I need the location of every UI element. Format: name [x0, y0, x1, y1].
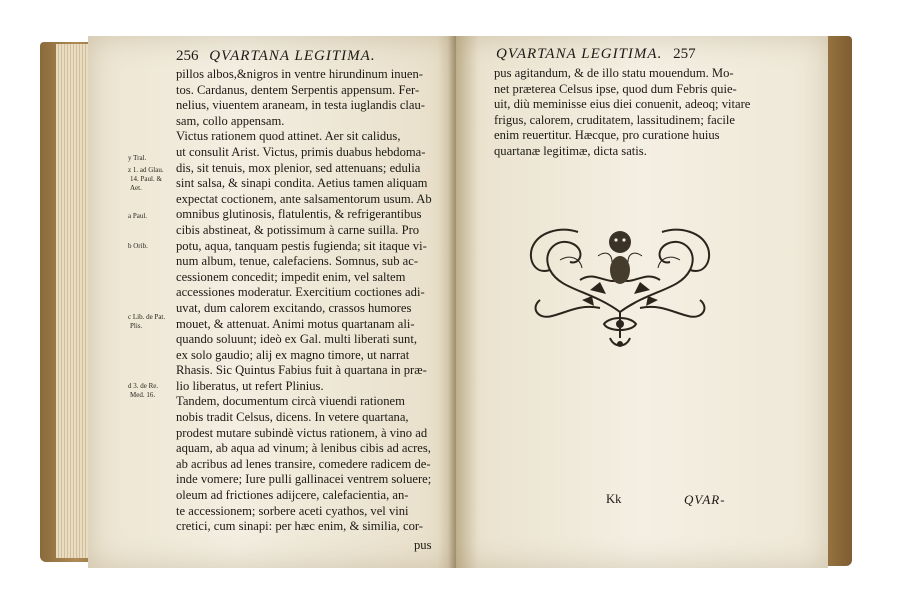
- marginal-note: c Lib. de Pat.: [128, 313, 166, 321]
- text-line: ut consulit Arist. Victus, primis duabus hebdoma-: [176, 144, 426, 159]
- text-line: cretici, cum sinapi: per hæc enim, & similia, cor-: [176, 519, 424, 534]
- signature-mark: Kk: [606, 492, 622, 506]
- text-line: aquam, ab aqua ad vinum; à lenibus cibis ad acres,: [176, 441, 431, 456]
- marginal-note: y Tral.: [128, 154, 147, 162]
- text-line: inde vomere; Iure pulli gallinacei ventrem soluere;: [176, 472, 432, 487]
- text-line: accessiones moderatur. Exercitium coctiones adi-: [176, 285, 425, 300]
- text-line: expectat coctionem, ante salsamentorum usum. Ab: [176, 191, 432, 206]
- text-line: Victus rationem quod attinet. Aer sit calidus,: [176, 129, 401, 144]
- text-line: uvat, dum calorem excitando, crassos humores: [176, 300, 412, 315]
- text-line: pillos albos,&nigros in ventre hirundinum inuen-: [176, 67, 423, 81]
- marginal-note: Aet.: [130, 184, 142, 192]
- left-body-text: [176, 67, 432, 535]
- text-line: Tandem, documentum circà viuendi rationem: [176, 394, 405, 409]
- text-line: mouet, & attenuat. Animi motus quartanam ali-: [176, 316, 415, 331]
- marginal-note: b Orib.: [128, 242, 148, 250]
- text-line: num album, tenue, calefaciens. Somnus, sub ac-: [176, 254, 419, 269]
- marginal-note: d 3. de Re.: [128, 382, 159, 390]
- text-line: dis, sit tenuis, mox plenior, sed attenuans; edulia: [176, 160, 421, 175]
- right-folio: 257: [673, 46, 696, 62]
- text-line: net præterea Celsus ipse, quod dum Febris quie-: [494, 81, 737, 96]
- left-folio: 256: [176, 48, 199, 64]
- text-line: nelius, viuentem araneam, in testa iuglandis clau-: [176, 98, 425, 113]
- text-line: Rhasis. Sic Quintus Fabius fuit à quartana in præ-: [176, 363, 427, 378]
- text-line: omnibus glutinosis, flatulentis, & refrigerantibus: [176, 207, 422, 222]
- text-line: cibis abstineat, & potissimum à carne suilla. Pro: [176, 222, 420, 237]
- text-line: enim reuertitur. Hæcque, pro curatione huius: [494, 128, 720, 143]
- marginal-note: Med. 16.: [130, 391, 156, 399]
- text-line: tos. Cardanus, dentem Serpentis appensum. Fer-: [176, 82, 420, 97]
- woodcut-tailpiece-ornament: [520, 220, 720, 356]
- left-page: [88, 36, 456, 568]
- text-line: uit, diù meminisse eius diei conuenit, adeoq; vitare: [494, 97, 751, 112]
- right-catchword: QVAR-: [684, 492, 726, 507]
- open-book: [40, 30, 852, 578]
- left-head-title: QVARTANA LEGITIMA.: [209, 48, 376, 64]
- text-line: cessionem concedit; impedit enim, vel saltem: [176, 269, 406, 284]
- text-line: prodest mutare subindè victus rationem, à vino ad: [176, 425, 428, 440]
- text-line: quando soluunt; ideò ex Gal. multi liberati sunt,: [176, 332, 417, 347]
- text-line: ab acribus ad lenes transire, comedere radicem de-: [176, 456, 431, 471]
- text-line: sam, collo appensam.: [176, 113, 285, 128]
- left-catchword: pus: [414, 538, 432, 552]
- marginal-note: 14. Paul. &: [130, 175, 162, 183]
- right-running-head: [496, 46, 702, 63]
- text-line: frigus, calorem, cruditatem, lassitudinem; facile: [494, 112, 735, 127]
- text-line: sint salsa, & sinapi condita. Aetius tamen aliquam: [176, 176, 428, 191]
- right-body-text: [494, 66, 750, 160]
- text-line: quartanæ legitimæ, dicta satis.: [494, 143, 647, 158]
- text-line: potu, aqua, tanquam pestis fugienda; sit itaque vi-: [176, 238, 427, 253]
- text-line: lio liberatus, ut refert Plinius.: [176, 378, 324, 393]
- right-head-title: QVARTANA LEGITIMA.: [496, 46, 663, 62]
- text-line: oleum ad frictiones adijcere, calefacientia, an-: [176, 488, 409, 503]
- text-line: nobis tradit Celsus, dicens. In vetere quartana,: [176, 410, 409, 425]
- marginal-note: z 1. ad Glau.: [128, 166, 164, 174]
- text-line: pus agitandum, & de illo statu mouendum. Mo-: [494, 66, 734, 80]
- marginal-note: Plis.: [130, 322, 143, 330]
- text-line: ex solo gaudio; alij ex magno timore, ut narrat: [176, 347, 410, 362]
- left-running-head: [170, 48, 376, 65]
- marginal-note: a Paul.: [128, 212, 148, 220]
- right-page: [456, 36, 828, 568]
- text-line: te accessionem; sorbere aceti cyathos, vel vini: [176, 503, 409, 518]
